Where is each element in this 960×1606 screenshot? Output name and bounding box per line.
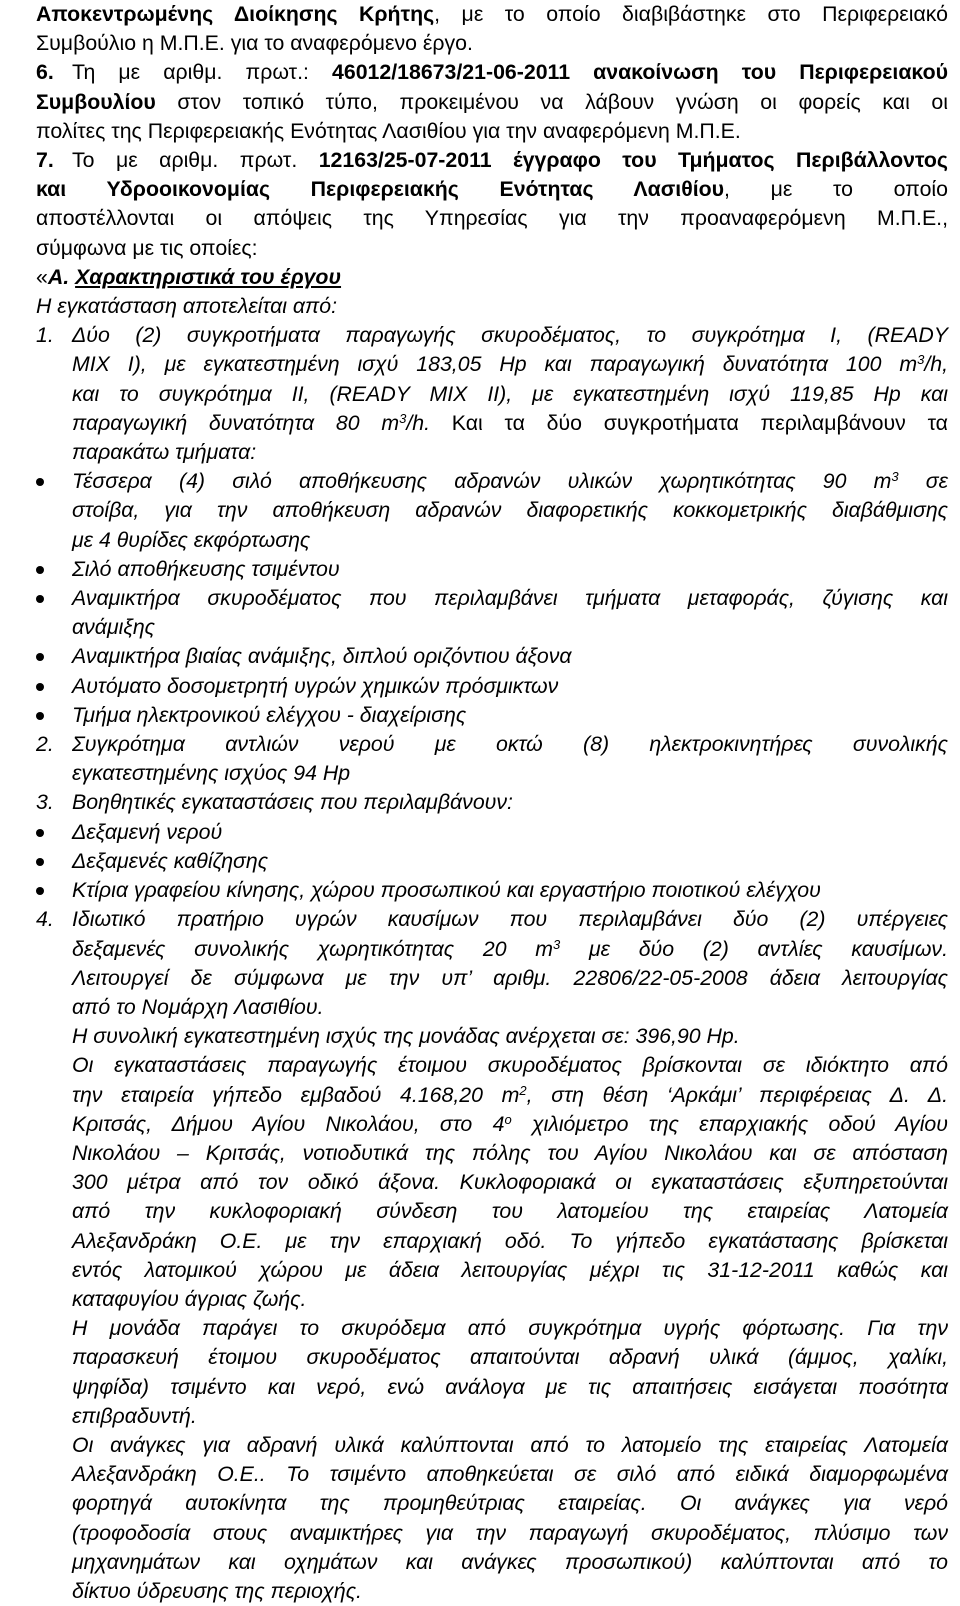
superscript: 3 — [891, 469, 899, 485]
text-segment: Βοηθητικές εγκαταστάσεις που περιλαμβάνουν: — [72, 790, 513, 815]
quote-mark: « — [36, 264, 48, 289]
bullet-line — [72, 467, 948, 496]
list-item — [36, 847, 948, 876]
text-segment: /h. — [406, 410, 452, 435]
superscript: 3 — [553, 936, 561, 952]
bullet-icon — [36, 887, 44, 895]
text-segment: στον τοπικό τύπο, προκειμένου να λάβουν γνώση οι φορείς και οι — [155, 89, 948, 114]
bullet-line: Αναμικτήρα βιαίας ανάμιξης, διπλού οριζόντιου άξονα — [72, 644, 572, 669]
item7-line2 — [36, 175, 948, 204]
paragraph-line: ψηφίδα) τσιμέντο και νερό, ενώ ανάλογα με τις απαιτήσεις εισάγεται ποσότητα — [72, 1374, 948, 1399]
text-segment: , με το οποίο — [724, 177, 948, 202]
s1-line1 — [36, 321, 948, 350]
superscript: 3 — [917, 352, 925, 368]
paragraph-line: παρασκευή έτοιμου σκυροδέματος απαιτούνται αδρανή υλικά (άμμος, χαλίκι, — [72, 1345, 948, 1370]
item-number: 3. — [36, 790, 54, 815]
text-segment: Τέσσερα (4) σιλό αποθήκευσης αδρανών υλικών χωρητικότητας 90 m — [72, 469, 892, 494]
paragraph-line: Η μονάδα παράγει το σκυρόδεμα από συγκρότημα υγρής φόρτωσης. Για την — [72, 1316, 948, 1341]
paragraph-line: φορτηγά αυτοκίνητα της προμηθεύτριας εταιρείας. Οι ανάγκες για νερό — [72, 1491, 948, 1516]
item5-continuation-line1 — [36, 0, 948, 29]
bullet-line: Δεξαμενές καθίζησης — [72, 848, 269, 873]
paragraph-line: (τροφοδοσία στους αναμικτήρες για την παραγωγή σκυροδέματος, πλύσιμο των — [72, 1520, 948, 1545]
paragraph-line: από την κυκλοφοριακή σύνδεση του λατομείου της εταιρείας Λατομεία — [72, 1199, 948, 1224]
paragraph-line: καταφυγίου άγριας ζωής. — [72, 1286, 307, 1311]
bullet-line: Τμήμα ηλεκτρονικού ελέγχου - διαχείρισης — [72, 702, 467, 727]
item-number: 6. — [36, 60, 54, 85]
list-item — [36, 642, 948, 671]
bullet-icon — [36, 595, 44, 603]
s2-line1 — [36, 730, 948, 759]
paragraph-line: εντός λατομικού χώρου με άδεια λειτουργίας μέχρι τις 31-12-2011 καθώς και — [72, 1257, 948, 1282]
list-item — [36, 876, 948, 905]
list-item — [36, 467, 948, 555]
superscript: ο — [504, 1111, 512, 1127]
item6-line1 — [36, 58, 948, 87]
bullet-line: Σιλό αποθήκευσης τσιμέντου — [72, 556, 340, 581]
text-segment: /h, — [924, 352, 948, 377]
bullet-icon — [36, 683, 44, 691]
paragraph-line: Αλεξανδράκη Ο.Ε. με την επαρχιακή οδό. Το γήπεδο εγκατάστασης βρίσκεται — [72, 1228, 948, 1253]
s4-line2 — [36, 935, 948, 964]
list-item — [36, 555, 948, 584]
superscript: 2 — [519, 1082, 527, 1098]
paragraph-line: επιβραδυντή. — [72, 1403, 197, 1428]
text-segment: Δύο (2) συγκροτήματα παραγωγής σκυροδέματος, το συγκρότημα Ι, (READY — [72, 323, 948, 348]
item7-line3: αποστέλλονται οι απόψεις της Υπηρεσίας για την προαναφερόμενη Μ.Π.Ε., — [36, 206, 948, 231]
paragraph-line — [72, 1110, 948, 1139]
s1-line3: και το συγκρότημα ΙΙ, (READY MIX II), με εγκατεστημένη ισχύ 119,85 Hp και — [72, 381, 948, 406]
paragraph-line: 300 μέτρα από τον οδικό άξονα. Κυκλοφοριακά οι εγκαταστάσεις εξυπηρετούνται — [72, 1170, 948, 1195]
text-segment: χιλιόμετρο της επαρχιακής οδού Αγίου — [511, 1111, 948, 1136]
bullet-icon — [36, 653, 44, 661]
section-a-intro: Η εγκατάσταση αποτελείται από: — [36, 294, 338, 319]
s4-line4: από το Νομάρχη Λασιθίου. — [72, 994, 324, 1019]
s3-line1 — [36, 788, 948, 817]
paragraph-line: δίκτυο ύδρευσης της περιοχής. — [72, 1578, 362, 1603]
s4-line3: Λειτουργεί δε σύμφωνα με την υπ’ αριθμ. 22806/22-05-2008 άδεια λειτουργίας — [72, 965, 948, 990]
s1-line4 — [36, 409, 948, 438]
text-segment: Το με αριθμ. πρωτ. — [72, 148, 319, 173]
bullet-line: με 4 θυρίδες εκφόρτωσης — [72, 527, 311, 552]
s1-line2 — [36, 350, 948, 379]
section-a-heading — [36, 263, 948, 292]
paragraph-line: μηχανημάτων και οχημάτων και ανάγκες προσωπικού) καλύπτονται από το — [72, 1549, 948, 1574]
list-item — [36, 672, 948, 701]
paragraph-line: Αλεξανδράκη Ο.Ε.. Το τσιμέντο αποθηκεύεται σε σιλό από ειδικά διαμορφωμένα — [72, 1462, 948, 1487]
paragraph-line — [72, 1081, 948, 1110]
text-segment: δεξαμενές συνολικής χωρητικότητας 20 m — [72, 936, 554, 961]
item-number: 7. — [36, 148, 54, 173]
text-segment: με δύο (2) αντλίες καυσίμων. — [560, 936, 948, 961]
list-item — [36, 818, 948, 847]
text-segment: Συγκρότημα αντλιών νερού με οκτώ (8) ηλεκτροκινητήρες συνολικής — [72, 732, 948, 757]
bullet-line: Κτίρια γραφείου κίνησης, χώρου προσωπικού και εργαστήριο ποιοτικού ελέγχου — [72, 878, 821, 903]
text-segment: Και τα δύο συγκροτήματα περιλαμβάνουν τα — [451, 410, 948, 435]
text-segment: , με το οποίο διαβιβάστηκε στο Περιφερειακό — [434, 2, 948, 26]
production-paragraph — [36, 1314, 948, 1431]
bullet-icon — [36, 478, 44, 486]
bold-segment: Συμβουλίου — [36, 89, 156, 114]
item-number: 2. — [36, 732, 54, 757]
text-segment: την εταιρεία γήπεδο εμβαδού 4.168,20 m — [72, 1082, 520, 1107]
item-number: 4. — [36, 907, 54, 932]
list-item — [36, 701, 948, 730]
bullet-icon — [36, 712, 44, 720]
text-segment: Ιδιωτικό πρατήριο υγρών καυσίμων που περιλαμβάνει δύο (2) υπέργειες — [72, 907, 948, 932]
section-title: Χαρακτηριστικά του έργου — [75, 264, 342, 289]
bullet-line: ανάμιξης — [72, 615, 156, 640]
bullet-line: στοίβα, για την αποθήκευση αδρανών διαφορετικής κοκκομετρικής διαβάθμισης — [72, 498, 948, 523]
location-paragraph — [36, 1051, 948, 1314]
total-power-paragraph: Η συνολική εγκατεστημένη ισχύς της μονάδας ανέρχεται σε: 396,90 Hp. — [72, 1024, 740, 1049]
superscript: 3 — [399, 410, 407, 426]
paragraph-line: Οι εγκαταστάσεις παραγωγής έτοιμου σκυροδέματος βρίσκονται σε ιδιόκτητο από — [72, 1053, 948, 1078]
reference-number: 46012/18673/21-06-2011 ανακοίνωση του Περιφερειακού — [332, 60, 948, 85]
item6-line2 — [36, 88, 948, 117]
bullet-line: Αυτόματο δοσομετρητή υγρών χημικών πρόσμικτων — [72, 673, 559, 698]
text-segment: παραγωγική δυνατότητα 80 m — [72, 410, 400, 435]
text-segment: σε — [898, 469, 949, 494]
text-segment: MIX I), με εγκατεστημένη ισχύ 183,05 Hp και παραγωγική δυνατότητα 100 m — [72, 352, 918, 377]
s2-line2: εγκατεστημένης ισχύος 94 Hp — [72, 761, 351, 786]
list-item — [36, 584, 948, 642]
item7-line4: σύμφωνα με τις οποίες: — [36, 235, 258, 260]
s4-line1 — [36, 905, 948, 934]
section-label: Α. — [47, 264, 76, 289]
paragraph-line: Νικολάου – Κριτσάς, νοτιοδυτικά της πόλης του Αγίου Νικολάου και σε απόσταση — [72, 1140, 948, 1165]
bullet-line: Αναμικτήρα σκυροδέματος που περιλαμβάνει τμήματα μεταφοράς, ζύγισης και — [72, 586, 948, 611]
bullet-line: Δεξαμενή νερού — [72, 819, 223, 844]
supply-paragraph — [36, 1431, 948, 1606]
reference-number: 12163/25-07-2011 έγγραφο του Τμήματος Περιβάλλοντος — [318, 148, 948, 173]
item6-line3: πολίτες της Περιφερειακής Ενότητας Λασιθίου για την αναφερόμενη Μ.Π.Ε. — [36, 118, 741, 143]
item-number: 1. — [36, 323, 54, 348]
bullet-icon — [36, 858, 44, 866]
bold-segment: και Υδροοικονομίας Περιφερειακής Ενότητας Λασιθίου — [36, 177, 725, 202]
text-segment: Κριτσάς, Δήμου Αγίου Νικολάου, στο 4 — [72, 1111, 505, 1136]
paragraph-line: Οι ανάγκες για αδρανή υλικά καλύπτονται από το λατομείο της εταιρείας Λατομεία — [72, 1432, 948, 1457]
item5-continuation-line2: Συμβούλιο η Μ.Π.Ε. για το αναφερόμενο έργο. — [36, 31, 473, 56]
authority-name: Αποκεντρωμένης Διοίκησης Κρήτης — [36, 2, 435, 26]
s1-line5: παρακάτω τμήματα: — [72, 440, 257, 465]
item7-line1 — [36, 146, 948, 175]
bullet-icon — [36, 829, 44, 837]
bullet-icon — [36, 566, 44, 574]
text-segment: , στη θέση ‘Αρκάμι’ περιφέρειας Δ. Δ. — [526, 1082, 949, 1107]
text-segment: Τη με αριθμ. πρωτ.: — [72, 60, 333, 85]
